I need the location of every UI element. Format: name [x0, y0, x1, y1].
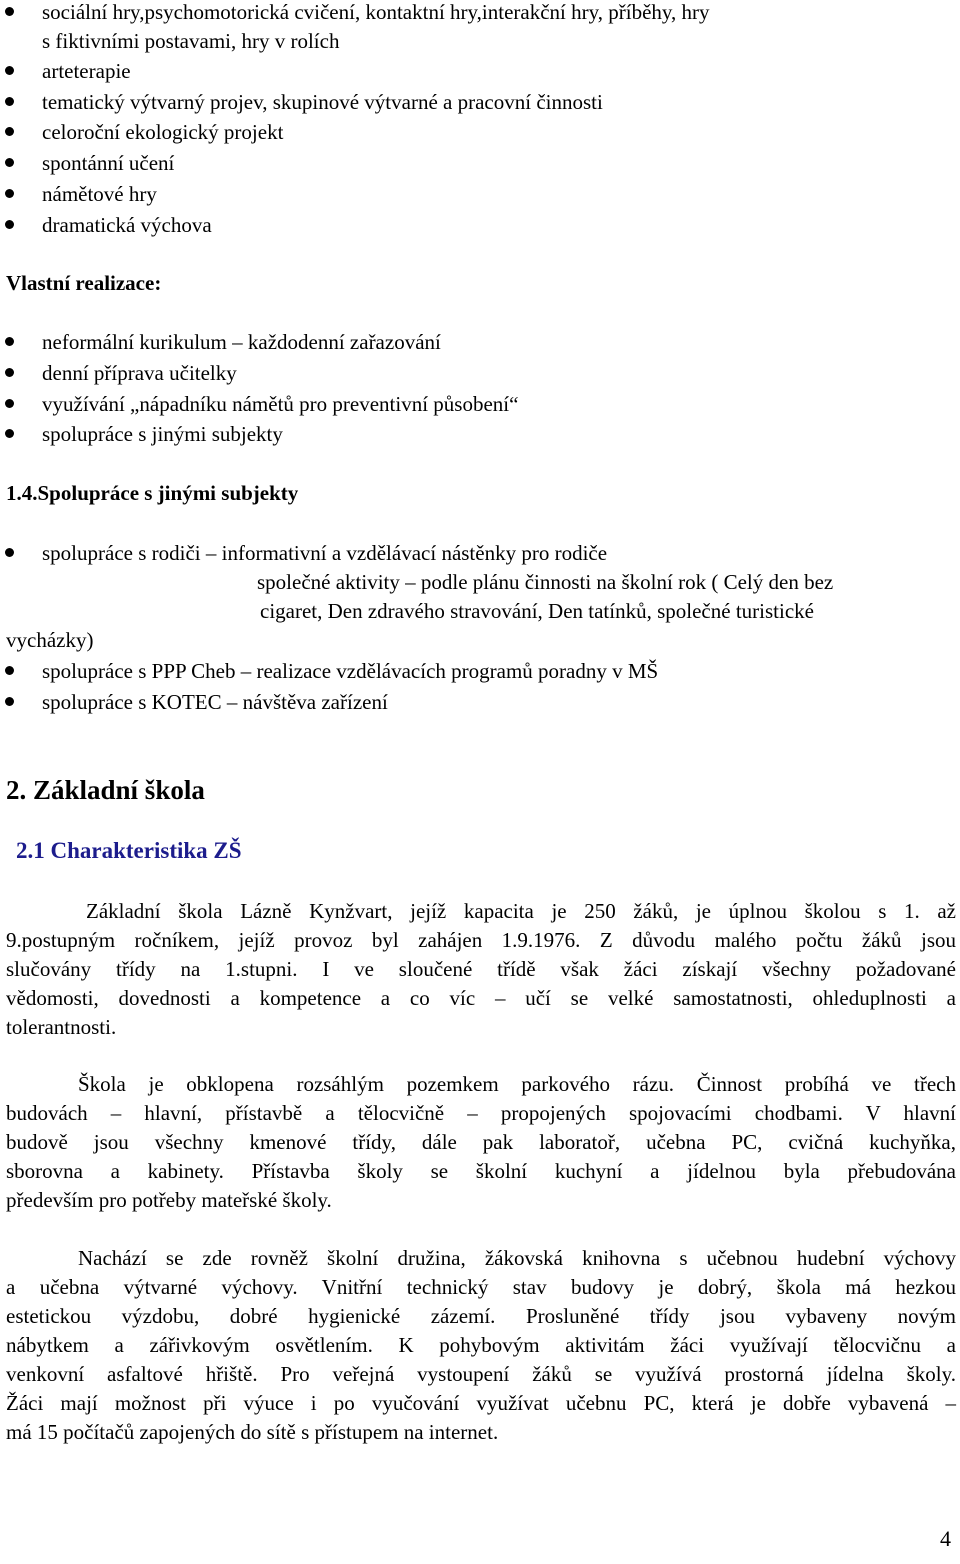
list-item-continuation: společné aktivity – podle plánu činnosti na školní rok ( Celý den bez [257, 570, 834, 594]
list-item: arteterapie [42, 59, 131, 83]
section-heading-2-1: 2.1 Charakteristika ZŠ [16, 838, 242, 863]
bullet-icon [5, 158, 14, 167]
list-item: tematický výtvarný projev, skupinové výtvarné a pracovní činnosti [42, 90, 603, 114]
paragraph-line: tolerantnosti. [6, 1015, 117, 1039]
paragraph-line: sborovna a kabinety. Přístavba školy se školní kuchyní a jídelnou byla přebudována [6, 1159, 956, 1183]
list-item: spolupráce s KOTEC – návštěva zařízení [42, 690, 388, 714]
list-item: spolupráce s PPP Cheb – realizace vzdělávacích programů poradny v MŠ [42, 659, 659, 683]
page-number: 4 [940, 1526, 951, 1551]
bullet-icon [5, 220, 14, 229]
bullet-icon [5, 97, 14, 106]
list-item: spolupráce s rodiči – informativní a vzdělávací nástěnky pro rodiče [42, 541, 608, 565]
paragraph-line: má 15 počítačů zapojených do sítě s přístupem na internet. [6, 1420, 499, 1444]
paragraph-line: nábytkem a zářivkovým osvětlením. K pohybovým aktivitám žáci využívají tělocvičnu a [6, 1333, 956, 1357]
list-item: námětové hry [42, 182, 157, 206]
list-item: dramatická výchova [42, 213, 212, 237]
list-item-continuation: s fiktivními postavami, hry v rolích [42, 29, 340, 53]
list-item: celoroční ekologický projekt [42, 120, 284, 144]
list-item-continuation: cigaret, Den zdravého stravování, Den tatínků, společné turistické [260, 599, 814, 623]
paragraph-line: a učebna výtvarné výchovy. Vnitřní technický stav budovy je dobrý, škola má hezkou [6, 1275, 956, 1299]
list-item-continuation: vycházky) [6, 628, 94, 652]
bullet-icon [5, 548, 14, 557]
subheading-realizace: Vlastní realizace: [6, 271, 162, 295]
bullet-icon [5, 127, 14, 136]
paragraph-line: budovách – hlavní, přístavbě a tělocvičně – propojených spojovacími chodbami. V hlavní [6, 1101, 956, 1125]
chapter-heading-2: 2. Základní škola [6, 775, 205, 805]
paragraph-line: 9.postupným ročníkem, jejíž provoz byl zahájen 1.9.1976. Z důvodu malého počtu žáků jsou [6, 928, 956, 952]
bullet-icon [5, 368, 14, 377]
list-item: sociální hry,psychomotorická cvičení, kontaktní hry,interakční hry, příběhy, hry [42, 0, 710, 24]
bullet-icon [5, 697, 14, 706]
paragraph-line: Žáci mají možnost při výuce i po vyučování využívat učebnu PC, která je dobře vybavená – [6, 1391, 956, 1415]
bullet-icon [5, 429, 14, 438]
bullet-icon [5, 399, 14, 408]
bullet-icon [5, 66, 14, 75]
paragraph-line: Škola je obklopena rozsáhlým pozemkem parkového rázu. Činnost probíhá ve třech [78, 1072, 956, 1096]
paragraph-line: Nachází se zde rovněž školní družina, žákovská knihovna s učebnou hudební výchovy [78, 1246, 956, 1270]
paragraph-line: slučovány třídy na 1.stupni. I ve sloučené třídě však žáci získají všechny požadované [6, 957, 956, 981]
list-item: spolupráce s jinými subjekty [42, 422, 283, 446]
paragraph-line: Základní škola Lázně Kynžvart, jejíž kapacita je 250 žáků, je úplnou školou s 1. až [86, 899, 956, 923]
paragraph-line: budově jsou všechny kmenové třídy, dále pak laboratoř, učebna PC, cvičná kuchyňka, [6, 1130, 956, 1154]
list-item: neformální kurikulum – každodenní zařazování [42, 330, 441, 354]
list-item: denní příprava učitelky [42, 361, 237, 385]
list-item: využívání „nápadníku námětů pro preventivní působení“ [42, 392, 519, 416]
bullet-icon [5, 189, 14, 198]
list-item: spontánní učení [42, 151, 175, 175]
bullet-icon [5, 7, 14, 16]
paragraph-line: estetickou výzdobu, dobré hygienické zázemí. Prosluněné třídy jsou vybaveny novým [6, 1304, 956, 1328]
paragraph-line: vědomosti, dovednosti a kompetence a co víc – učí se velké samostatnosti, ohleduplnosti a [6, 986, 956, 1010]
paragraph-line: venkovní asfaltové hřiště. Pro veřejná vystoupení žáků se využívá prostorná jídelna školy. [6, 1362, 956, 1386]
paragraph-line: především pro potřeby mateřské školy. [6, 1188, 332, 1212]
section-heading-1-4: 1.4.Spolupráce s jinými subjekty [6, 481, 299, 505]
bullet-icon [5, 337, 14, 346]
bullet-icon [5, 666, 14, 675]
